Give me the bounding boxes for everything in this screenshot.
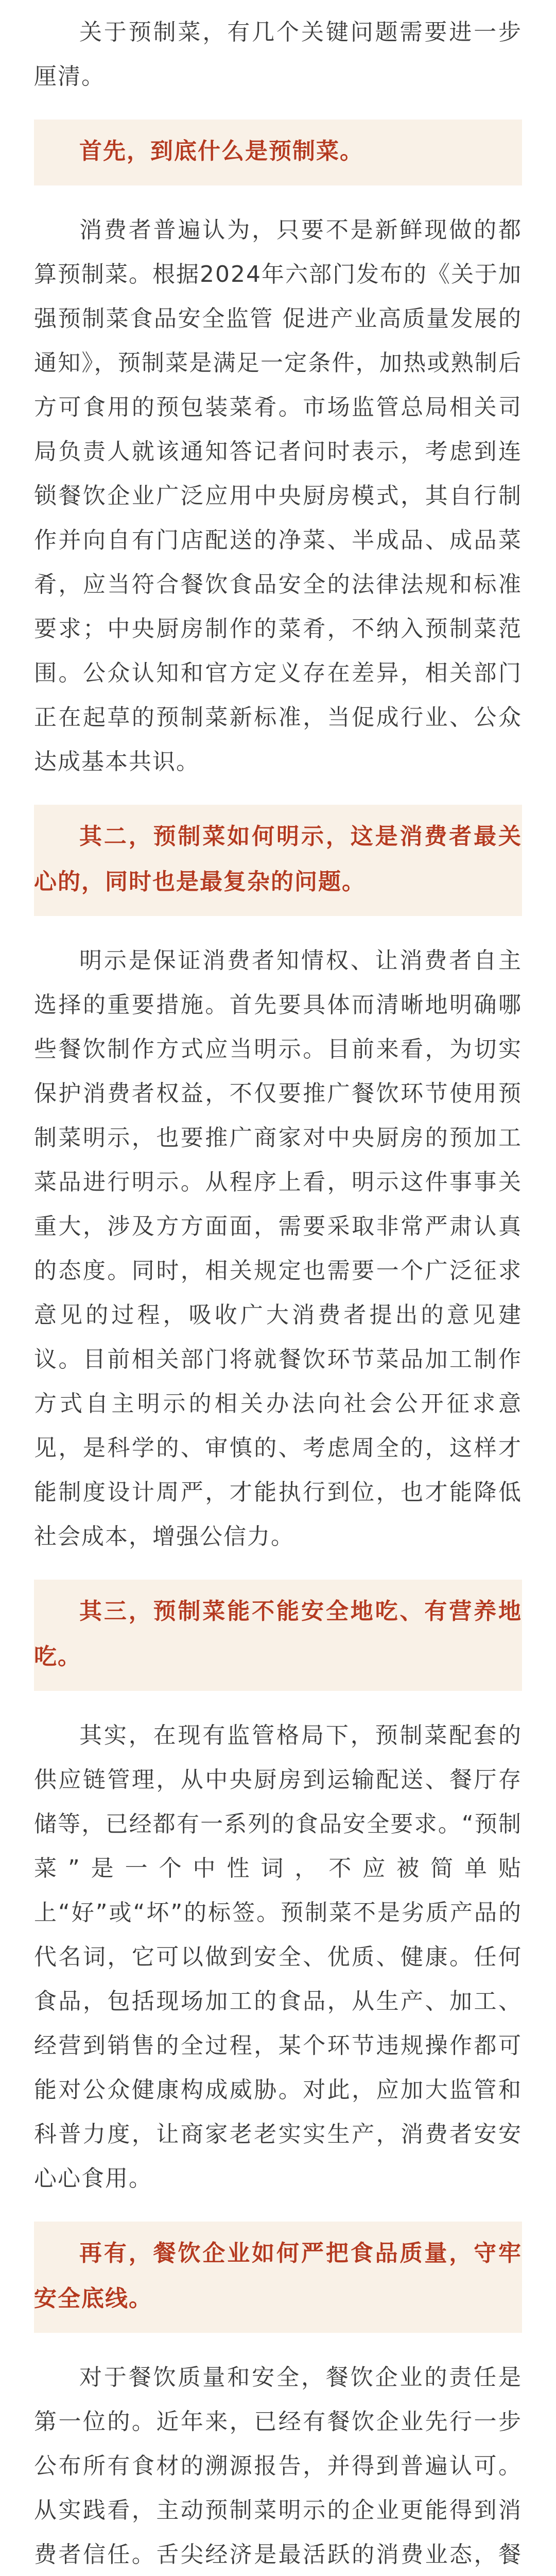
intro-paragraph: 关于预制菜，有几个关键问题需要进一步厘清。 bbox=[34, 19, 522, 90]
body-paragraph: 对于餐饮质量和安全，餐饮企业的责任是第一位的。近年来，已经有餐饮企业先行一步公布所有食材的溯源报告，并得到普遍认可。从实践看，主动预制菜明示的企业更能得到消费者信任。舌尖经济是最活跃的消费业态，餐 bbox=[34, 2364, 522, 2568]
body-paragraph: 其实，在现有监管格局下，预制菜配套的供应链管理，从中央厨房到运输配送、餐厅存储等，已经都有一系列的食品安全要求。“预制菜”是一个中性词，不应被简单贴上“好”或“坏”的标签。预制菜不是劣质产品的代名词，它可以做到安全、优质、健康。任何食品，包括现场加工的食品，从生产、加工、经营到销售的全过程，某个环节违规操作都可能对公众健康构成威胁。对此，应加大监管和科普力度，让商家老老实实生产，消费者安安心心食用。 bbox=[34, 1722, 522, 2192]
section-heading-4 bbox=[34, 2222, 522, 2333]
section-heading-1 bbox=[34, 120, 522, 185]
body-paragraph: 消费者普遍认为，只要不是新鲜现做的都算预制菜。根据2024年六部门发布的《关于加强预制菜食品安全监管 促进产业高质量发展的通知》，预制菜是满足一定条件，加热或熟制后方可食用的预包装菜肴。市场监管总局相关司局负责人就该通知答记者问时表示，考虑到连锁餐饮企业广泛应用中央厨房模式，其自行制作并向自有门店配送的净菜、半成品、成品菜肴，应当符合餐饮食品安全的法律法规和标准要求；中央厨房制作的菜肴，不纳入预制菜范围。公众认知和官方定义存在差异，相关部门正在起草的预制菜新标准，当促成行业、公众达成基本共识。 bbox=[34, 217, 522, 775]
section-heading-text: 其二，预制菜如何明示，这是消费者最关心的，同时也是最复杂的问题。 bbox=[34, 823, 522, 895]
section-heading-text: 再有，餐饮企业如何严把食品质量，守牢安全底线。 bbox=[34, 2240, 522, 2312]
section-heading-text: 其三，预制菜能不能安全地吃、有营养地吃。 bbox=[34, 1598, 522, 1670]
body-paragraph: 明示是保证消费者知情权、让消费者自主选择的重要措施。首先要具体而清晰地明确哪些餐饮制作方式应当明示。目前来看，为切实保护消费者权益，不仅要推广餐饮环节使用预制菜明示，也要推广商家对中央厨房的预加工菜品进行明示。从程序上看，明示这件事事关重大，涉及方方面面，需要采取非常严肃认真的态度。同时，相关规定也需要一个广泛征求意见的过程，吸收广大消费者提出的意见建议。目前相关部门将就餐饮环节菜品加工制作方式自主明示的相关办法向社会公开征求意见，是科学的、审慎的、考虑周全的，这样才能制度设计周严，才能执行到位，也才能降低社会成本，增强公信力。 bbox=[34, 947, 522, 1550]
section-heading-text: 首先，到底什么是预制菜。 bbox=[79, 138, 363, 164]
section-heading-2 bbox=[34, 805, 522, 916]
section-heading-3 bbox=[34, 1580, 522, 1691]
